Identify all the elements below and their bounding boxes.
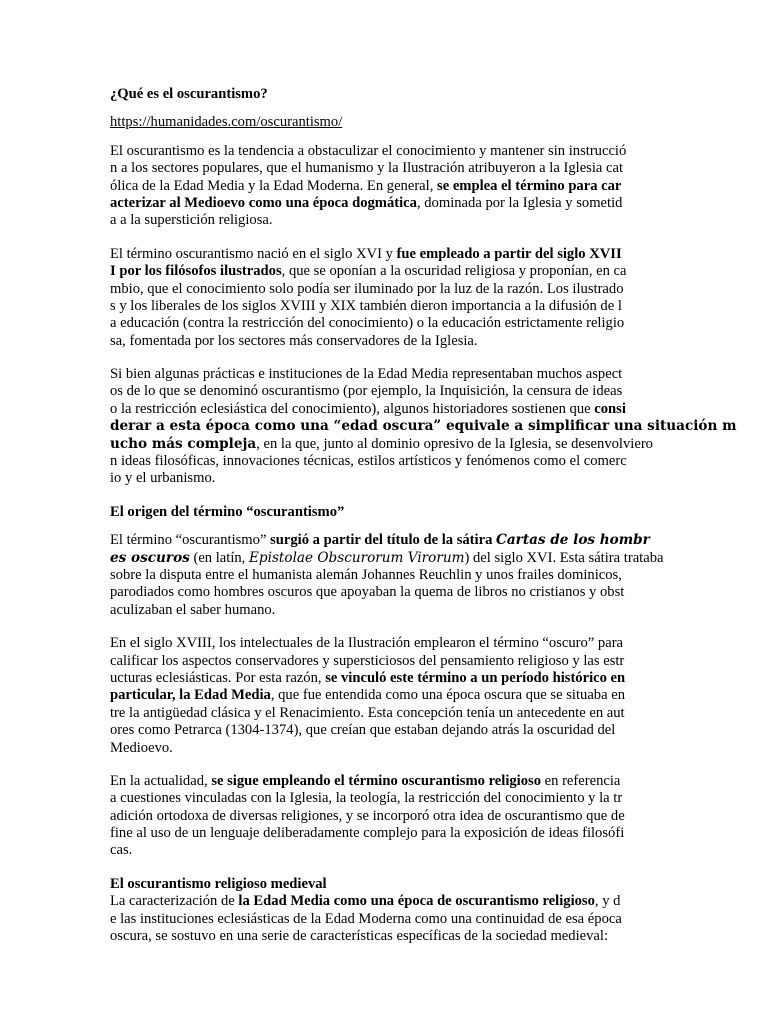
text-line: a a la superstición religiosa.: [110, 212, 273, 229]
paragraph-2: [110, 246, 662, 350]
text-line: calificar los aspectos conservadores y supersticiosos del pensamiento religioso y las estr: [110, 652, 625, 669]
section-heading-origin: El origen del término “oscurantismo”: [110, 503, 345, 520]
text-line: n ideas filosóficas, innovaciones técnicas, estilos artísticos y fenómenos como el comerc: [110, 453, 627, 470]
text-line: I por los filósofos ilustrados, que se oponían a la oscuridad religiosa y proponían, en ca: [110, 263, 627, 280]
text-line: El término “oscurantismo” surgió a partir del título de la sátira Cartas de los hombr: [110, 532, 650, 549]
text-line: ores como Petrarca (1304-1374), que creían que estaban dejando atrás la oscuridad del: [110, 722, 616, 739]
text-line: tre la antigüedad clásica y el Renacimiento. Esta concepción tenía un antecedente en aut: [110, 704, 625, 721]
paragraph-3: [110, 366, 737, 488]
paragraph-4: [110, 532, 662, 619]
text-line: sa, fomentada por los sectores más conservadores de la Iglesia.: [110, 332, 478, 349]
text-line: es oscuros (en latín, Epistolae Obscurorum Virorum) del siglo XVI. Esta sátira trataba: [110, 549, 664, 566]
paragraph-1: [110, 143, 662, 230]
text-line: parodiados como hombres oscuros que apoyaban la quema de libros no cristianos y obst: [110, 584, 625, 601]
document-page: [110, 86, 737, 945]
paragraph-7: [110, 893, 662, 945]
text-line: fine al uso de un lenguaje deliberadamente complejo para la exposición de ideas filosófi: [110, 825, 625, 842]
text-line: o la restricción eclesiástica del conocimiento), algunos historiadores sostienen que consi: [110, 400, 626, 417]
text-line: ucturas eclesiásticas. Por esta razón, se vinculó este término a un período histórico en: [110, 669, 626, 686]
text-line: s y los liberales de los siglos XVIII y XIX también dieron importancia a la difusión de l: [110, 297, 622, 314]
text-line: derar a esta época como una “edad oscura” equivale a simplificar una situación m: [110, 418, 737, 435]
paragraph-6: [110, 773, 662, 860]
text-line: io y el urbanismo.: [110, 470, 216, 487]
text-line: aculizaban el saber humano.: [110, 601, 276, 618]
text-line: a educación (contra la restricción del conocimiento) o la educación estrictamente religio: [110, 315, 625, 332]
text-line: cas.: [110, 842, 133, 859]
text-line: acterizar al Medioevo como una época dogmática, dominada por la Iglesia y sometid: [110, 194, 623, 211]
text-line: El término oscurantismo nació en el siglo XVI y fue empleado a partir del siglo XVII: [110, 245, 622, 262]
text-line: n a los sectores populares, que el humanismo y la Ilustración atribuyeron a la Iglesia cat: [110, 160, 624, 177]
text-line: La caracterización de la Edad Media como una época de oscurantismo religioso, y d: [110, 893, 621, 910]
text-line: mbio, que el conocimiento solo podía ser iluminado por la luz de la razón. Los ilustrado: [110, 280, 624, 297]
source-link[interactable]: https://humanidades.com/oscurantismo/: [110, 114, 343, 131]
text-line: El oscurantismo es la tendencia a obstaculizar el conocimiento y mantener sin instrucció: [110, 142, 627, 159]
text-line: sobre la disputa entre el humanista alemán Johannes Reuchlin y unos frailes dominicos,: [110, 566, 622, 583]
text-line: ucho más compleja, en la que, junto al dominio opresivo de la Iglesia, se desenvolviero: [110, 435, 653, 452]
text-line: os de lo que se denominó oscurantismo (por ejemplo, la Inquisición, la censura de ideas: [110, 383, 623, 400]
section-heading-medieval: El oscurantismo religioso medieval: [110, 875, 327, 892]
page-title: ¿Qué es el oscurantismo?: [110, 86, 268, 102]
text-line: a cuestiones vinculadas con la Iglesia, la teología, la restricción del conocimiento y la tr: [110, 790, 623, 807]
text-line: e las instituciones eclesiásticas de la Edad Moderna como una continuidad de esa época: [110, 910, 622, 927]
text-line: oscura, se sostuvo en una serie de características específicas de la sociedad medieval:: [110, 928, 608, 945]
text-line: Si bien algunas prácticas e instituciones de la Edad Media representaban muchos aspect: [110, 366, 623, 383]
text-line: En la actualidad, se sigue empleando el término oscurantismo religioso en referencia: [110, 772, 621, 789]
text-line: En el siglo XVIII, los intelectuales de la Ilustración emplearon el término “oscuro” para: [110, 635, 624, 652]
paragraph-5: [110, 635, 662, 757]
text-line: particular, la Edad Media, que fue entendida como una época oscura que se situaba en: [110, 687, 625, 704]
text-line: ólica de la Edad Media y la Edad Moderna. En general, se emplea el término para car: [110, 177, 622, 194]
text-line: Medioevo.: [110, 739, 173, 756]
text-line: adición ortodoxa de diversas religiones, y se incorporó otra idea de oscurantismo que de: [110, 807, 625, 824]
